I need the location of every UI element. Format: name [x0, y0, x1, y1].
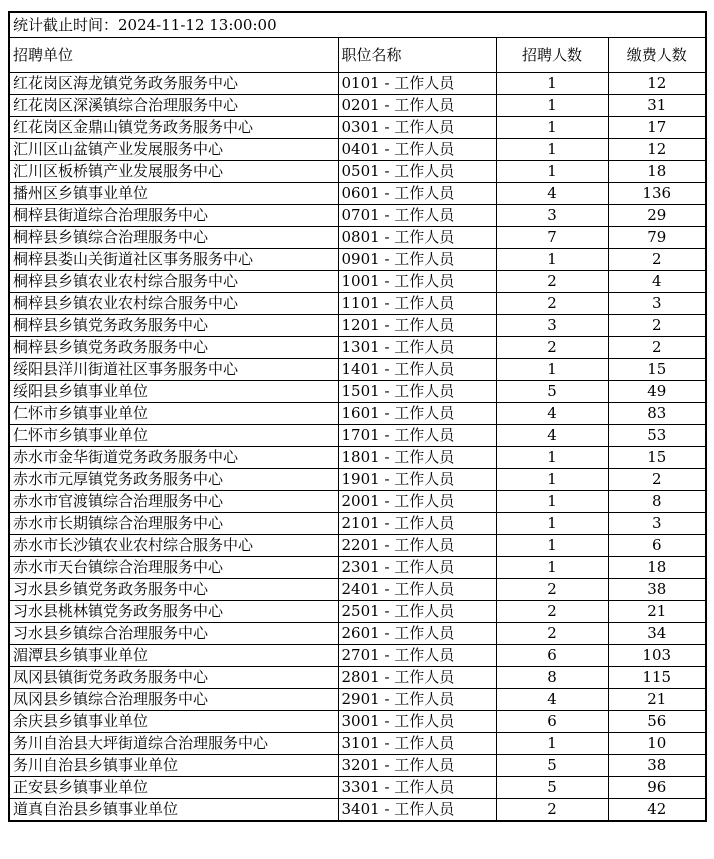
payment-count-cell: 3 [608, 513, 706, 535]
table-row [9, 601, 706, 623]
recruit-count-cell: 7 [496, 227, 608, 249]
recruit-count-cell: 1 [496, 733, 608, 755]
recruit-count-cell: 3 [496, 205, 608, 227]
recruit-count-cell: 1 [496, 513, 608, 535]
col-header-payment-count: 缴费人数 [608, 38, 706, 73]
payment-count-cell: 2 [608, 315, 706, 337]
unit-cell: 习水县乡镇党务政务服务中心 [9, 579, 338, 601]
position-cell: 1101 - 工作人员 [338, 293, 496, 315]
recruit-count-cell: 4 [496, 183, 608, 205]
position-cell: 1801 - 工作人员 [338, 447, 496, 469]
recruit-count-cell: 1 [496, 161, 608, 183]
position-cell: 0201 - 工作人员 [338, 95, 496, 117]
recruit-count-cell: 5 [496, 777, 608, 799]
table-row [9, 403, 706, 425]
recruit-count-cell: 2 [496, 293, 608, 315]
position-cell: 0601 - 工作人员 [338, 183, 496, 205]
table-row [9, 667, 706, 689]
table-row [9, 491, 706, 513]
position-cell: 2401 - 工作人员 [338, 579, 496, 601]
position-cell: 0501 - 工作人员 [338, 161, 496, 183]
payment-count-cell: 18 [608, 161, 706, 183]
position-cell: 2301 - 工作人员 [338, 557, 496, 579]
table-row [9, 183, 706, 205]
recruit-count-cell: 1 [496, 557, 608, 579]
table-row [9, 117, 706, 139]
payment-count-cell: 6 [608, 535, 706, 557]
position-cell: 1001 - 工作人员 [338, 271, 496, 293]
table-row [9, 95, 706, 117]
position-cell: 1301 - 工作人员 [338, 337, 496, 359]
unit-cell: 仁怀市乡镇事业单位 [9, 403, 338, 425]
unit-cell: 道真自治县乡镇事业单位 [9, 799, 338, 821]
position-cell: 3401 - 工作人员 [338, 799, 496, 821]
payment-count-cell: 38 [608, 579, 706, 601]
recruit-count-cell: 1 [496, 95, 608, 117]
unit-cell: 湄潭县乡镇事业单位 [9, 645, 338, 667]
unit-cell: 余庆县乡镇事业单位 [9, 711, 338, 733]
unit-cell: 红花岗区海龙镇党务政务服务中心 [9, 73, 338, 95]
table-row [9, 249, 706, 271]
position-cell: 3301 - 工作人员 [338, 777, 496, 799]
position-cell: 0401 - 工作人员 [338, 139, 496, 161]
recruit-count-cell: 2 [496, 799, 608, 821]
payment-count-cell: 96 [608, 777, 706, 799]
recruit-count-cell: 1 [496, 447, 608, 469]
unit-cell: 桐梓县乡镇党务政务服务中心 [9, 337, 338, 359]
payment-count-cell: 29 [608, 205, 706, 227]
unit-cell: 汇川区山盆镇产业发展服务中心 [9, 139, 338, 161]
table-header-row [9, 38, 706, 73]
table-row [9, 513, 706, 535]
position-cell: 3001 - 工作人员 [338, 711, 496, 733]
recruit-count-cell: 2 [496, 271, 608, 293]
payment-count-cell: 21 [608, 689, 706, 711]
payment-count-cell: 38 [608, 755, 706, 777]
statistics-table-container [8, 11, 707, 822]
payment-count-cell: 2 [608, 337, 706, 359]
table-row [9, 425, 706, 447]
recruit-count-cell: 1 [496, 73, 608, 95]
unit-cell: 桐梓县乡镇党务政务服务中心 [9, 315, 338, 337]
position-cell: 1501 - 工作人员 [338, 381, 496, 403]
table-row [9, 293, 706, 315]
recruit-count-cell: 4 [496, 689, 608, 711]
table-row [9, 359, 706, 381]
unit-cell: 赤水市长期镇综合治理服务中心 [9, 513, 338, 535]
table-row [9, 205, 706, 227]
payment-count-cell: 12 [608, 73, 706, 95]
col-header-recruit-count: 招聘人数 [496, 38, 608, 73]
payment-count-cell: 21 [608, 601, 706, 623]
position-cell: 2901 - 工作人员 [338, 689, 496, 711]
position-cell: 2801 - 工作人员 [338, 667, 496, 689]
payment-count-cell: 34 [608, 623, 706, 645]
payment-count-cell: 56 [608, 711, 706, 733]
unit-cell: 桐梓县乡镇农业农村综合服务中心 [9, 293, 338, 315]
position-cell: 0101 - 工作人员 [338, 73, 496, 95]
unit-cell: 绥阳县洋川街道社区事务服务中心 [9, 359, 338, 381]
position-cell: 2201 - 工作人员 [338, 535, 496, 557]
payment-count-cell: 3 [608, 293, 706, 315]
payment-count-cell: 2 [608, 249, 706, 271]
unit-cell: 桐梓县乡镇农业农村综合服务中心 [9, 271, 338, 293]
table-row [9, 139, 706, 161]
unit-cell: 红花岗区深溪镇综合治理服务中心 [9, 95, 338, 117]
recruit-count-cell: 2 [496, 337, 608, 359]
table-row [9, 733, 706, 755]
table-row [9, 711, 706, 733]
table-row [9, 337, 706, 359]
recruit-count-cell: 4 [496, 403, 608, 425]
recruit-count-cell: 1 [496, 469, 608, 491]
unit-cell: 桐梓县娄山关街道社区事务服务中心 [9, 249, 338, 271]
position-cell: 1701 - 工作人员 [338, 425, 496, 447]
unit-cell: 仁怀市乡镇事业单位 [9, 425, 338, 447]
payment-count-cell: 4 [608, 271, 706, 293]
unit-cell: 务川自治县大坪街道综合治理服务中心 [9, 733, 338, 755]
recruit-count-cell: 8 [496, 667, 608, 689]
recruit-count-cell: 1 [496, 139, 608, 161]
payment-count-cell: 49 [608, 381, 706, 403]
recruit-count-cell: 1 [496, 535, 608, 557]
table-row [9, 227, 706, 249]
payment-count-cell: 31 [608, 95, 706, 117]
table-row [9, 777, 706, 799]
payment-count-cell: 17 [608, 117, 706, 139]
table-row [9, 161, 706, 183]
table-row [9, 73, 706, 95]
payment-count-cell: 10 [608, 733, 706, 755]
table-body [9, 73, 706, 821]
table-row [9, 579, 706, 601]
table-row [9, 755, 706, 777]
unit-cell: 播州区乡镇事业单位 [9, 183, 338, 205]
recruit-count-cell: 2 [496, 579, 608, 601]
payment-count-cell: 42 [608, 799, 706, 821]
position-cell: 1901 - 工作人员 [338, 469, 496, 491]
unit-cell: 凤冈县镇街党务政务服务中心 [9, 667, 338, 689]
recruit-count-cell: 6 [496, 645, 608, 667]
position-cell: 3101 - 工作人员 [338, 733, 496, 755]
statistics-deadline-row [9, 12, 706, 38]
payment-count-cell: 8 [608, 491, 706, 513]
payment-count-cell: 15 [608, 359, 706, 381]
position-cell: 2101 - 工作人员 [338, 513, 496, 535]
recruit-count-cell: 1 [496, 491, 608, 513]
position-cell: 0801 - 工作人员 [338, 227, 496, 249]
unit-cell: 赤水市金华街道党务政务服务中心 [9, 447, 338, 469]
table-row [9, 689, 706, 711]
recruitment-statistics-table [8, 11, 707, 822]
unit-cell: 赤水市官渡镇综合治理服务中心 [9, 491, 338, 513]
table-row [9, 535, 706, 557]
col-header-position-name: 职位名称 [338, 38, 496, 73]
unit-cell: 桐梓县乡镇综合治理服务中心 [9, 227, 338, 249]
recruit-count-cell: 2 [496, 601, 608, 623]
table-row [9, 271, 706, 293]
unit-cell: 正安县乡镇事业单位 [9, 777, 338, 799]
table-row [9, 645, 706, 667]
payment-count-cell: 2 [608, 469, 706, 491]
unit-cell: 习水县乡镇综合治理服务中心 [9, 623, 338, 645]
payment-count-cell: 136 [608, 183, 706, 205]
position-cell: 2601 - 工作人员 [338, 623, 496, 645]
table-row [9, 447, 706, 469]
payment-count-cell: 15 [608, 447, 706, 469]
position-cell: 0901 - 工作人员 [338, 249, 496, 271]
unit-cell: 汇川区板桥镇产业发展服务中心 [9, 161, 338, 183]
payment-count-cell: 12 [608, 139, 706, 161]
statistics-deadline-text: 统计截止时间：2024-11-12 13:00:00 [9, 12, 706, 38]
position-cell: 0701 - 工作人员 [338, 205, 496, 227]
position-cell: 2001 - 工作人员 [338, 491, 496, 513]
recruit-count-cell: 5 [496, 381, 608, 403]
recruit-count-cell: 5 [496, 755, 608, 777]
recruit-count-cell: 1 [496, 117, 608, 139]
position-cell: 3201 - 工作人员 [338, 755, 496, 777]
position-cell: 1401 - 工作人员 [338, 359, 496, 381]
payment-count-cell: 83 [608, 403, 706, 425]
col-header-recruiting-unit: 招聘单位 [9, 38, 338, 73]
table-row [9, 557, 706, 579]
table-row [9, 469, 706, 491]
payment-count-cell: 115 [608, 667, 706, 689]
table-row [9, 315, 706, 337]
position-cell: 2701 - 工作人员 [338, 645, 496, 667]
position-cell: 1601 - 工作人员 [338, 403, 496, 425]
recruit-count-cell: 3 [496, 315, 608, 337]
unit-cell: 绥阳县乡镇事业单位 [9, 381, 338, 403]
recruit-count-cell: 1 [496, 249, 608, 271]
unit-cell: 桐梓县街道综合治理服务中心 [9, 205, 338, 227]
table-row [9, 623, 706, 645]
payment-count-cell: 53 [608, 425, 706, 447]
payment-count-cell: 103 [608, 645, 706, 667]
table-row [9, 381, 706, 403]
unit-cell: 凤冈县乡镇综合治理服务中心 [9, 689, 338, 711]
payment-count-cell: 18 [608, 557, 706, 579]
unit-cell: 赤水市天台镇综合治理服务中心 [9, 557, 338, 579]
position-cell: 1201 - 工作人员 [338, 315, 496, 337]
unit-cell: 习水县桃林镇党务政务服务中心 [9, 601, 338, 623]
unit-cell: 务川自治县乡镇事业单位 [9, 755, 338, 777]
recruit-count-cell: 2 [496, 623, 608, 645]
unit-cell: 赤水市元厚镇党务政务服务中心 [9, 469, 338, 491]
recruit-count-cell: 4 [496, 425, 608, 447]
unit-cell: 红花岗区金鼎山镇党务政务服务中心 [9, 117, 338, 139]
table-row [9, 799, 706, 821]
position-cell: 0301 - 工作人员 [338, 117, 496, 139]
recruit-count-cell: 1 [496, 359, 608, 381]
unit-cell: 赤水市长沙镇农业农村综合服务中心 [9, 535, 338, 557]
payment-count-cell: 79 [608, 227, 706, 249]
recruit-count-cell: 6 [496, 711, 608, 733]
position-cell: 2501 - 工作人员 [338, 601, 496, 623]
